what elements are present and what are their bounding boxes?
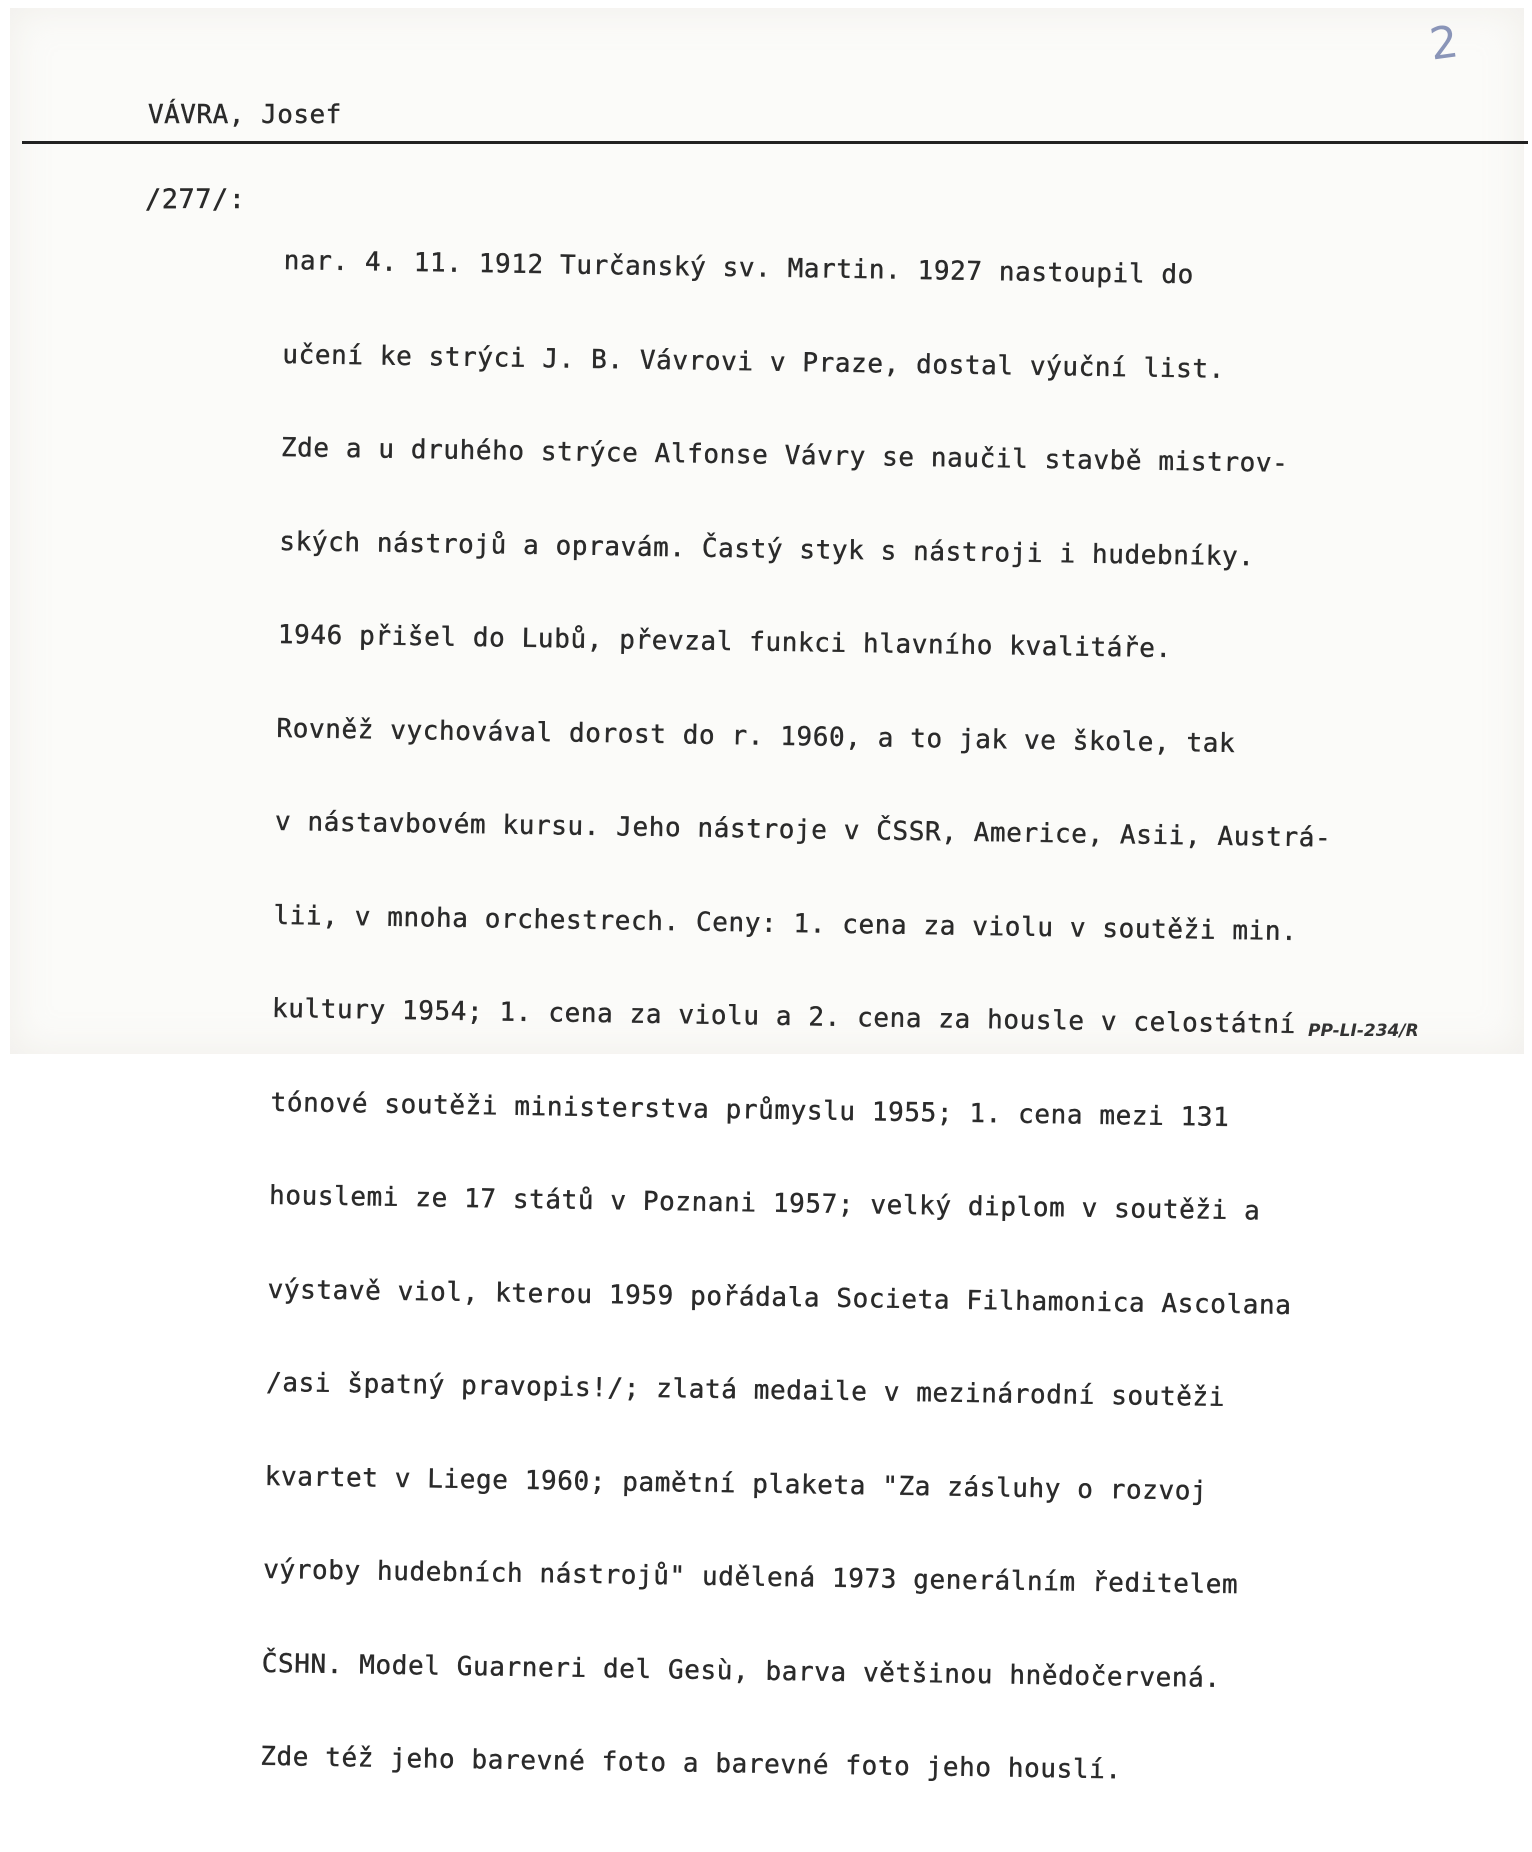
record-line: výroby hudebních nástrojů" udělená 1973 generálním ředitelem [262,1554,1239,1601]
record-text [259,184,1341,1852]
record-line: ských nástrojů a opravám. Častý styk s nástroji i hudebníky. [279,526,1255,572]
record-line: Rovněž vychovával dorost do r. 1960, a to jak ve škole, tak [276,713,1236,759]
heading-divider [22,141,1528,144]
record-line: v nástavbovém kursu. Jeho nástroje v ČSSR, Americe, Asii, Austrá- [274,806,1332,854]
record-line: nar. 4. 11. 1912 Turčanský sv. Martin. 1927 nastoupil do [283,245,1195,291]
record-line: Zde též jeho barevné foto a barevné foto jeho houslí. [260,1741,1122,1786]
record-line: 1946 přišel do Lubů, převzal funkci hlavního kvalitáře. [277,619,1172,664]
record-line: Zde a u druhého strýce Alfonse Vávry se naučil stavbě mistrov- [280,432,1289,479]
record-line: učení ke strýci J. B. Vávrovi v Praze, dostal výuční list. [282,339,1226,385]
record-line: výstavě viol, kterou 1959 pořádala Societa Filhamonica Ascolana [267,1274,1292,1321]
card-heading-name: VÁVRA, Josef [148,100,342,130]
record-line: tónové soutěži ministerstva průmyslu 1955; 1. cena mezi 131 [270,1087,1230,1133]
record-line: /asi špatný pravopis!/; zlatá medaile v mezinárodní soutěži [265,1367,1226,1413]
record-line: lii, v mnoha orchestrech. Ceny: 1. cena za violu v soutěži min. [273,900,1298,947]
record-line: kultury 1954; 1. cena za violu a 2. cena za housle v celostátní [271,993,1297,1040]
record-line: ČSHN. Model Guarneri del Gesù, barva většinou hnědočervená. [261,1648,1221,1694]
record-line: houslemi ze 17 států v Poznani 1957; velký diplom v soutěži a [268,1180,1261,1227]
record-line: kvartet v Liege 1960; pamětní plaketa "Za zásluhy o rozvoj [264,1461,1208,1507]
record-number: /277/: [145,184,246,215]
archive-signature: PP-LI-234/R [1308,1021,1419,1041]
handwritten-page-number: 2 [1426,16,1462,71]
